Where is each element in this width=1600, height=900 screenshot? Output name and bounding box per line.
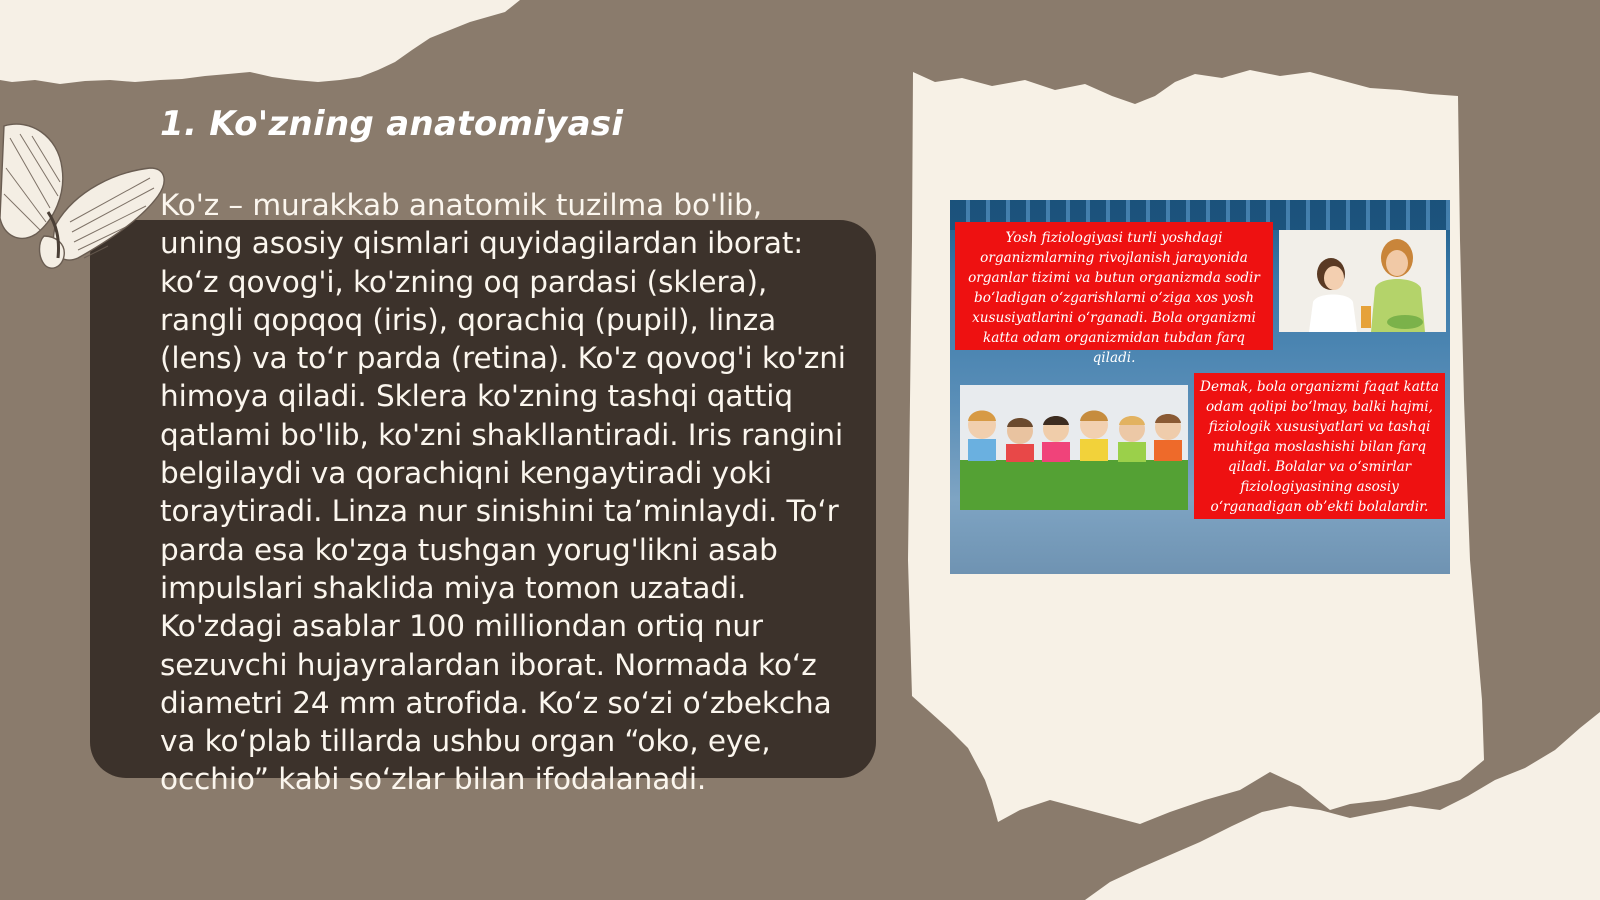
photo-children-on-grass: [960, 385, 1188, 510]
caption-bottom: Demak, bola organizmi faqat katta odam qolipi bo‘lmay, balki hajmi, fiziologik xususiyatlari va tashqi muhitga moslashishi bilan farq qiladi. Bolalar va o‘smirlar fiziologiyasining asosiy o‘rganadigan ob’ekti bolalardir.: [1194, 373, 1445, 519]
slide-body-text: Ko'z – murakkab anatomik tuzilma bo'lib, uning asosiy qismlari quyidagilardan iborat: ko‘z qovog'i, ko'zning oq pardasi (sklera), rangli qopqoq (iris), qorachiq (pupil), linza (lens) va to‘r parda (retina). Ko'z qovog'i ko'zni himoya qiladi. Sklera ko'zning tashqi qattiq qatlami bo'lib, ko'zni shakllantiradi. Iris rangini belgilaydi va qorachiqni kengaytiradi yoki toraytiradi. Linza nur sinishini ta’minlaydi. To‘r parda esa ko'zga tushgan yorug'likni asab impulslari shaklida miya tomon uzatadi. Ko'zdagi asablar 100 milliondan ortiq nur sezuvchi hujayralardan iborat. Normada ko‘z diametri 24 mm atrofida. Ko‘z so‘zi o‘zbekcha va ko‘plab tillarda ushbu organ “oko, eye, occhio” kabi so‘zlar bilan ifodalanadi.: [160, 188, 846, 797]
butterfly-icon: [0, 108, 170, 278]
photo-mother-child: [1279, 230, 1446, 332]
slide-title: 1. Ko'zning anatomiyasi: [160, 104, 624, 144]
infographic-image: [950, 200, 1450, 574]
caption-top: Yosh fiziologiyasi turli yoshdagi organizmlarning rivojlanish jarayonida organlar tizimi va butun organizmda sodir bo‘ladigan o‘zgarishlarni o‘ziga xos yosh xususiyatlarini o‘rganadi. Bola organizmi katta odam organizmidan tubdan farq qiladi.: [955, 222, 1273, 350]
